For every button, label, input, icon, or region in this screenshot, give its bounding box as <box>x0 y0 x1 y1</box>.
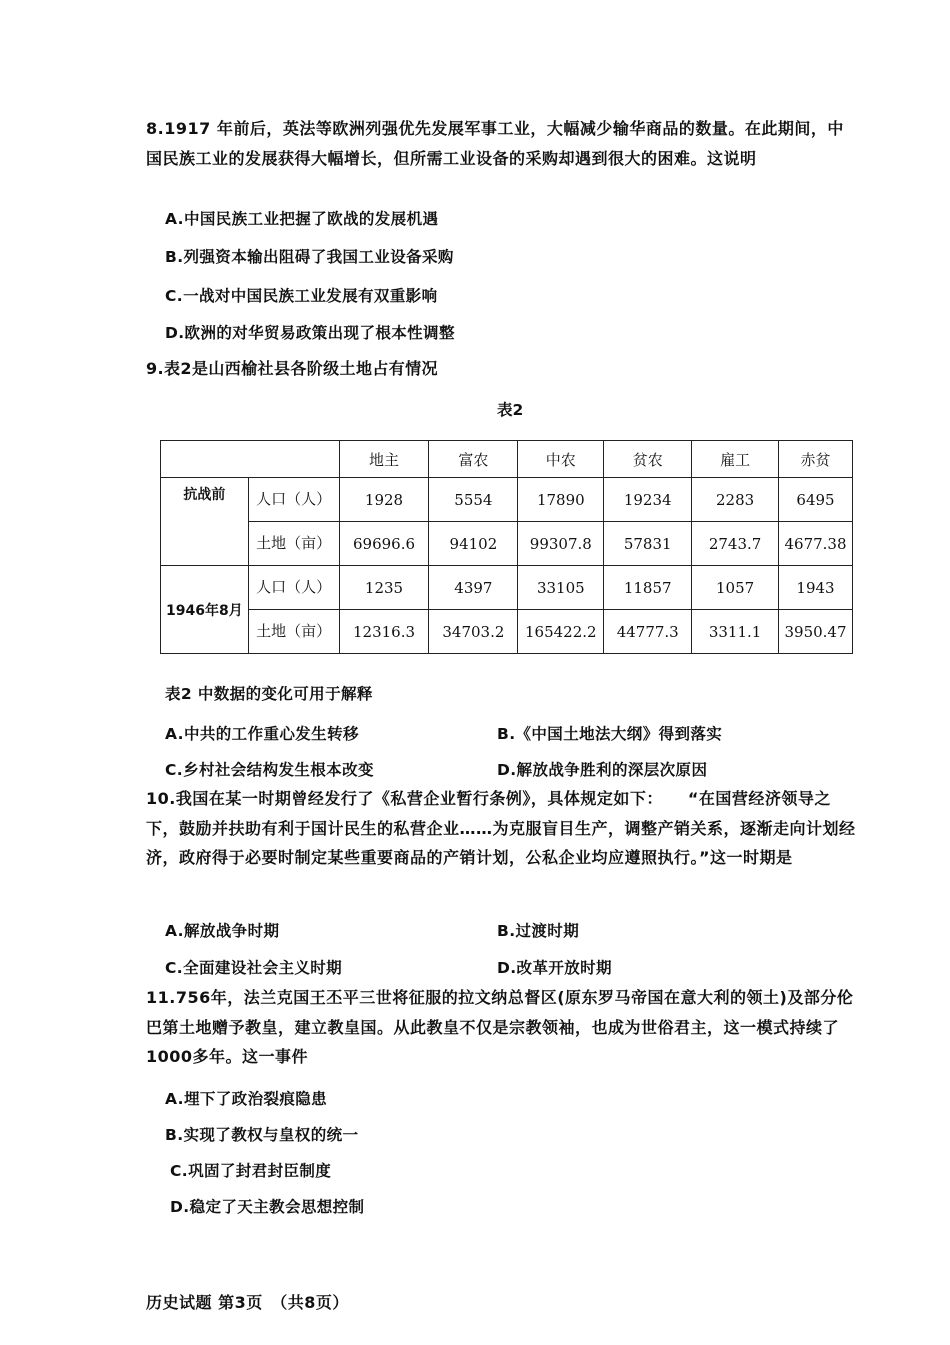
table-cell: 1928 <box>339 478 429 522</box>
metric-label: 人口（人） <box>248 566 339 610</box>
table-cell: 94102 <box>429 522 518 566</box>
period-label-prewar: 抗战前 <box>161 478 249 566</box>
page-footer: 历史试题 第3页 （共8页） <box>146 1293 349 1312</box>
question-8-stem: 8.1917 年前后，英法等欧洲列强优先发展军事工业，大幅减少输华商品的数量。在此期间，中国民族工业的发展获得大幅增长，但所需工业设备的采购却遇到很大的困难。这说明 <box>146 119 844 168</box>
question-10-option-a: A.解放战争时期 <box>165 922 280 940</box>
question-8-option-b: B.列强资本输出阻碍了我国工业设备采购 <box>165 248 454 266</box>
table-cell: 4397 <box>429 566 518 610</box>
table-cell: 5554 <box>429 478 518 522</box>
table-cell: 44777.3 <box>604 610 692 654</box>
table-row <box>161 610 853 654</box>
header-poor-peasant: 贫农 <box>604 441 692 478</box>
table-cell: 3950.47 <box>779 610 853 654</box>
question-8-option-a: A.中国民族工业把握了欧战的发展机遇 <box>165 210 439 228</box>
table-header-row <box>161 441 853 478</box>
header-destitute: 赤贫 <box>779 441 853 478</box>
table-caption: 表2 <box>497 401 524 419</box>
table-cell: 2283 <box>692 478 779 522</box>
table-cell: 165422.2 <box>518 610 604 654</box>
table-row <box>161 522 853 566</box>
metric-label: 人口（人） <box>248 478 339 522</box>
question-11-option-b: B.实现了教权与皇权的统一 <box>165 1126 359 1144</box>
table-cell: 33105 <box>518 566 604 610</box>
land-ownership-table <box>160 440 853 654</box>
table-cell: 99307.8 <box>518 522 604 566</box>
question-9-option-d: D.解放战争胜利的深层次原因 <box>497 761 708 779</box>
question-9-option-c: C.乡村社会结构发生根本改变 <box>165 761 374 779</box>
question-11-option-a: A.埋下了政治裂痕隐患 <box>165 1090 328 1108</box>
metric-label: 土地（亩） <box>248 610 339 654</box>
table-cell: 1057 <box>692 566 779 610</box>
period-label-1946: 1946年8月 <box>161 566 249 654</box>
table-cell: 17890 <box>518 478 604 522</box>
header-middle-peasant: 中农 <box>518 441 604 478</box>
table-cell: 19234 <box>604 478 692 522</box>
table-row <box>161 566 853 610</box>
question-9-option-b: B.《中国土地法大纲》得到落实 <box>497 725 723 743</box>
table-cell: 4677.38 <box>779 522 853 566</box>
question-10-option-c: C.全面建设社会主义时期 <box>165 959 343 977</box>
table-cell: 34703.2 <box>429 610 518 654</box>
question-10-option-d: D.改革开放时期 <box>497 959 612 977</box>
table-cell: 12316.3 <box>339 610 429 654</box>
question-8-option-c: C.一战对中国民族工业发展有双重影响 <box>165 287 438 305</box>
table-cell: 6495 <box>779 478 853 522</box>
metric-label: 土地（亩） <box>248 522 339 566</box>
question-11-option-d: D.稳定了天主教会思想控制 <box>170 1198 365 1216</box>
question-9-prompt: 表2 中数据的变化可用于解释 <box>165 685 373 703</box>
table-row <box>161 478 853 522</box>
header-landlord: 地主 <box>339 441 429 478</box>
question-8-option-d: D.欧洲的对华贸易政策出现了根本性调整 <box>165 324 455 342</box>
question-10-stem: 10.我国在某一时期曾经发行了《私营企业暂行条例》，具体规定如下： “在国营经济领导之下，鼓励并扶助有利于国计民生的私营企业……为克服盲目生产，调整产销关系，逐渐走向计划经济，政府得于必要时制定某些重要商品的产销计划，公私企业均应遵照执行。”这一时期是 <box>146 789 856 867</box>
header-rich-peasant: 富农 <box>429 441 518 478</box>
table-cell: 1943 <box>779 566 853 610</box>
question-11-option-c: C.巩固了封君封臣制度 <box>170 1162 332 1180</box>
table-cell: 3311.1 <box>692 610 779 654</box>
table-cell: 1235 <box>339 566 429 610</box>
table-cell: 2743.7 <box>692 522 779 566</box>
table-cell: 57831 <box>604 522 692 566</box>
table-cell: 11857 <box>604 566 692 610</box>
header-hired-laborer: 雇工 <box>692 441 779 478</box>
question-10-option-b: B.过渡时期 <box>497 922 580 940</box>
table-corner-cell <box>161 441 340 478</box>
table-cell: 69696.6 <box>339 522 429 566</box>
question-9-stem: 9.表2是山西榆社县各阶级土地占有情况 <box>146 359 438 378</box>
question-11-stem: 11.756年，法兰克国王丕平三世将征服的拉文纳总督区(原东罗马帝国在意大利的领土)及部分伦巴第土地赠予教皇，建立教皇国。从此教皇不仅是宗教领袖，也成为世俗君主，这一模式持续了1000多年。这一事件 <box>146 988 854 1066</box>
question-9-option-a: A.中共的工作重心发生转移 <box>165 725 359 743</box>
